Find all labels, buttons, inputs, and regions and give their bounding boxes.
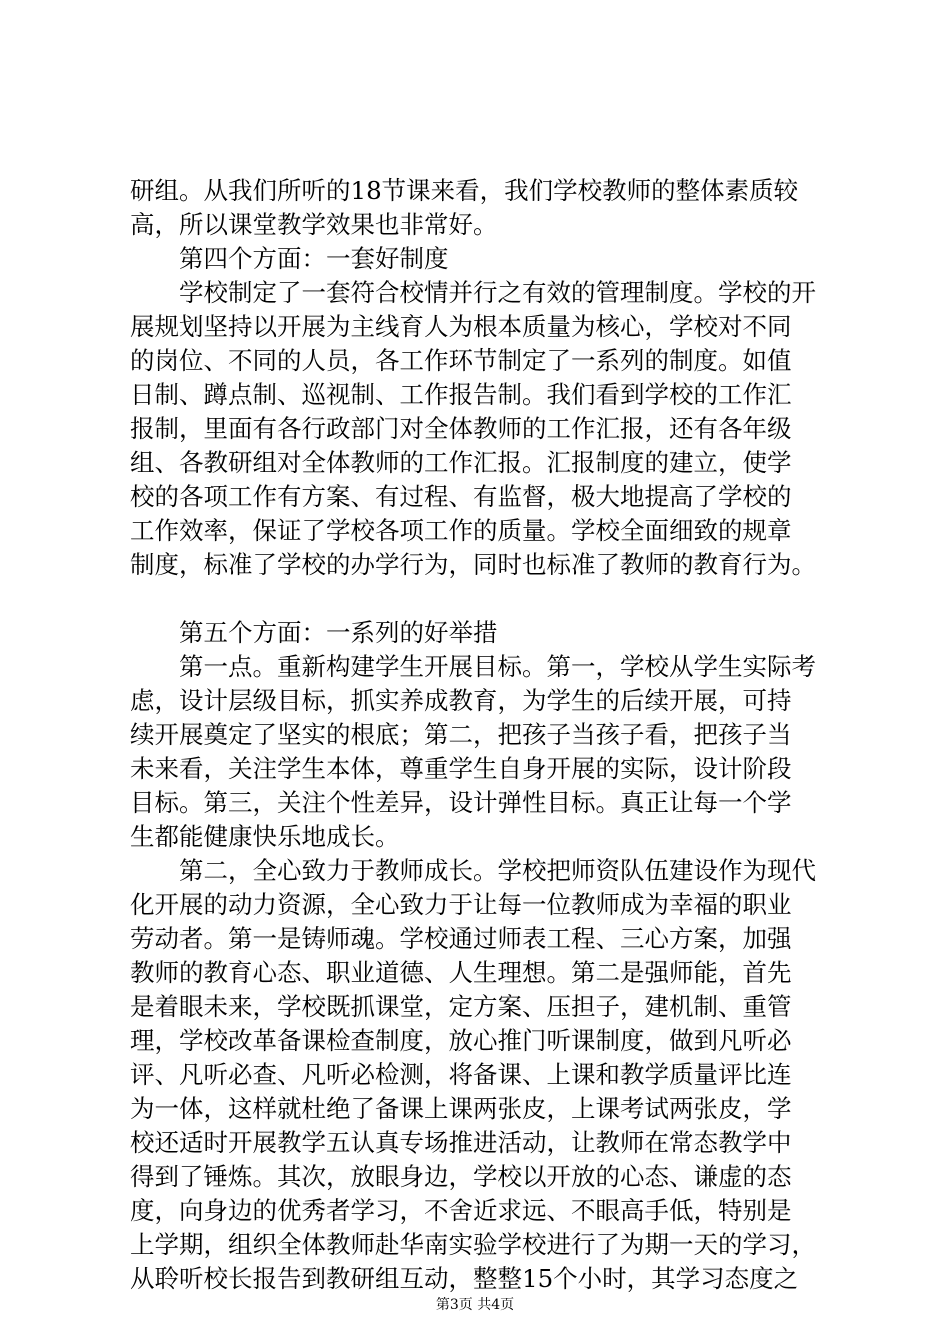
text-line: 报制，里面有各行政部门对全体教师的工作汇报，还有各年级 [130, 414, 792, 443]
text-line: 上学期，组织全体教师赴华南实验学校进行了为期一天的学习， [130, 1230, 816, 1259]
text-line: 第四个方面：一套好制度 [179, 244, 449, 273]
text-line: 虑，设计层级目标，抓实养成教育，为学生的后续开展，可持 [130, 686, 792, 715]
text-line: 得到了锤炼。其次，放眼身边，学校以开放的心态、谦虚的态 [130, 1162, 792, 1191]
text-line: 评、凡听必查、凡听必检测，将备课、上课和教学质量评比连 [130, 1060, 792, 1089]
text-line: 是着眼未来，学校既抓课堂，定方案、压担子，建机制、重管 [130, 992, 792, 1021]
text-line: 的岗位、不同的人员，各工作环节制定了一系列的制度。如值 [130, 346, 792, 375]
text-line: 展规划坚持以开展为主线育人为根本质量为核心，学校对不同 [130, 312, 792, 341]
blank-line [130, 582, 850, 616]
text-line: 制度，标准了学校的办学行为，同时也标准了教师的教育行为。 [130, 550, 816, 579]
text-line: 度，向身边的优秀者学习，不舍近求远、不眼高手低，特别是 [130, 1196, 792, 1225]
text-line: 第一点。重新构建学生开展目标。第一，学校从学生实际考 [179, 652, 816, 681]
text-line: 高，所以课堂教学效果也非常好。 [130, 210, 498, 239]
text-line: 理，学校改革备课检查制度，放心推门听课制度，做到凡听必 [130, 1026, 792, 1055]
text-line: 校还适时开展教学五认真专场推进活动，让教师在常态教学中 [130, 1128, 792, 1157]
page-footer: 第3页 共4页 [435, 1297, 515, 1313]
text-line: 日制、蹲点制、巡视制、工作报告制。我们看到学校的工作汇 [130, 380, 792, 409]
document-body [130, 174, 850, 1296]
text-line: 研组。从我们所听的18节课来看，我们学校教师的整体素质较 [130, 176, 799, 205]
text-line: 校的各项工作有方案、有过程、有监督，极大地提高了学校的 [130, 482, 792, 511]
text-line: 为一体，这样就杜绝了备课上课两张皮，上课考试两张皮，学 [130, 1094, 792, 1123]
text-line: 第五个方面：一系列的好举措 [179, 618, 498, 647]
text-line: 教师的教育心态、职业道德、人生理想。第二是强师能，首先 [130, 958, 792, 987]
text-line: 从聆听校长报告到教研组互动，整整15个小时，其学习态度之 [130, 1264, 799, 1293]
text-line: 未来看，关注学生本体，尊重学生自身开展的实际，设计阶段 [130, 754, 792, 783]
text-line: 工作效率，保证了学校各项工作的质量。学校全面细致的规章 [130, 516, 792, 545]
text-line: 第二，全心致力于教师成长。学校把师资队伍建设作为现代 [179, 856, 816, 885]
text-line: 劳动者。第一是铸师魂。学校通过师表工程、三心方案，加强 [130, 924, 792, 953]
text-line: 学校制定了一套符合校情并行之有效的管理制度。学校的开 [179, 278, 816, 307]
text-line: 目标。第三，关注个性差异，设计弹性目标。真正让每一个学 [130, 788, 792, 817]
text-line: 续开展奠定了坚实的根底；第二，把孩子当孩子看，把孩子当 [130, 720, 792, 749]
text-line: 组、各教研组对全体教师的工作汇报。汇报制度的建立，使学 [130, 448, 792, 477]
text-line: 化开展的动力资源，全心致力于让每一位教师成为幸福的职业 [130, 890, 792, 919]
text-line: 生都能健康快乐地成长。 [130, 822, 400, 851]
